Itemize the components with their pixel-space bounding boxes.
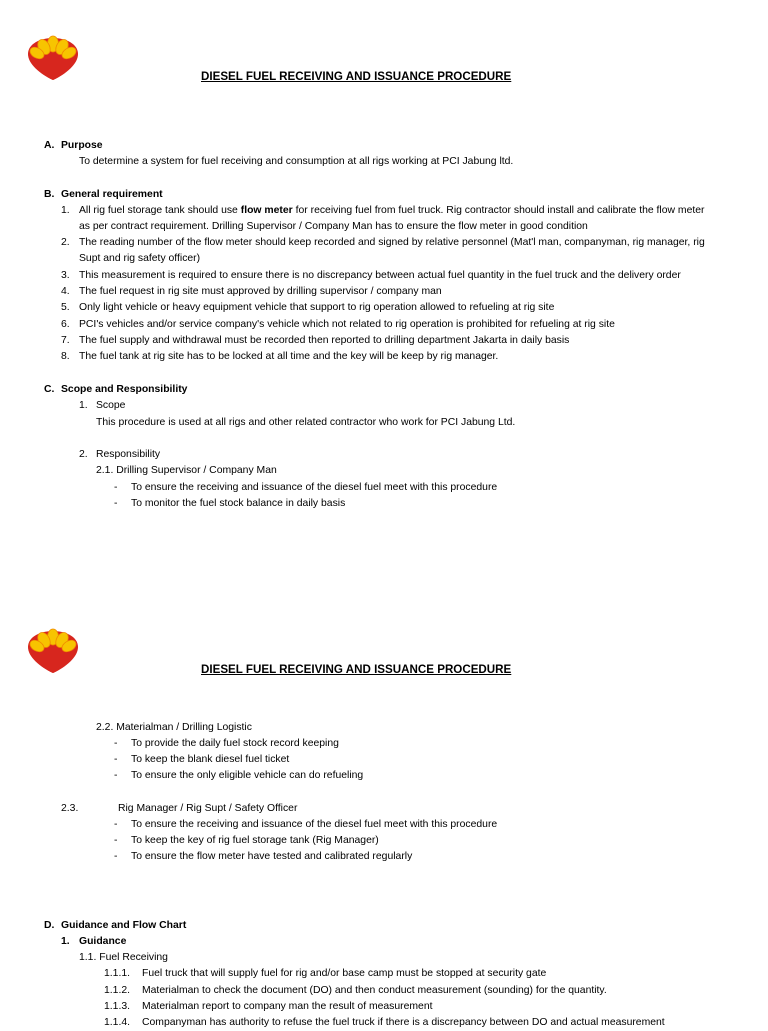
list-item: The fuel tank at rig site has to be locked at all time and the key will be keep by rig manager. [79,351,499,362]
section-c-label: C. [44,384,55,395]
scope-text: This procedure is used at all rigs and other related contractor who work for PCI Jabung Ltd. [96,417,516,428]
step-number: 1.1.1. [104,968,130,979]
list-item [79,203,704,219]
list-item-continuation: Supt and rig safety officer) [79,253,201,264]
list-item: PCI's vehicles and/or service company's vehicle which not related to rig operation is prohibited for refueling at rig site [79,319,615,330]
list-item-text: All rig fuel storage tank should use [79,205,241,216]
list-item-number: 1. [61,205,70,216]
step-text: Fuel truck that will supply fuel for rig and/or base camp must be stopped at security gate [142,968,547,979]
responsibility-number: 2. [79,449,88,460]
subsection-2-1: 2.1. Drilling Supervisor / Company Man [96,465,277,476]
dash-bullet: - [114,819,118,830]
section-a-label: A. [44,140,55,151]
page-title: DIESEL FUEL RECEIVING AND ISSUANCE PROCEDURE [201,663,512,676]
subsection-2-3-label: Rig Manager / Rig Supt / Safety Officer [118,803,298,814]
bullet-item: To ensure the receiving and issuance of the diesel fuel meet with this procedure [131,482,498,493]
list-item-bold-text: flow meter [240,205,293,216]
dash-bullet: - [114,770,118,781]
list-item-text: for receiving fuel from fuel truck. Rig contractor should install and calibrate the flow meter [292,205,705,216]
step-number: 1.1.4. [104,1017,130,1028]
subsection-2-2: 2.2. Materialman / Drilling Logistic [96,722,252,733]
page-title: DIESEL FUEL RECEIVING AND ISSUANCE PROCEDURE [201,70,512,83]
list-item-number: 3. [61,270,70,281]
scope-label: Scope [96,400,126,411]
dash-bullet: - [114,498,118,509]
section-a-text: To determine a system for fuel receiving and consumption at all rigs working at PCI Jabung ltd. [79,156,514,167]
section-a-heading: Purpose [61,140,103,151]
dash-bullet: - [114,738,118,749]
list-item-continuation: as per contract requirement. Drilling Supervisor / Company Man has to ensure the flow meter in good condition [79,221,588,232]
step-number: 1.1.2. [104,985,130,996]
bullet-item: To provide the daily fuel stock record keeping [131,738,339,749]
bullet-item: To keep the key of rig fuel storage tank (Rig Manager) [131,835,379,846]
list-item-number: 2. [61,237,70,248]
company-logo-icon [26,34,80,82]
section-b-heading: General requirement [61,189,163,200]
list-item-number: 8. [61,351,70,362]
scope-number: 1. [79,400,88,411]
step-text: Companyman has authority to refuse the fuel truck if there is a discrepancy between DO and actual measurement [142,1017,665,1028]
subsection-1-1: 1.1. Fuel Receiving [79,952,168,963]
responsibility-label: Responsibility [96,449,161,460]
section-c-heading: Scope and Responsibility [61,384,188,395]
section-d-heading: Guidance and Flow Chart [61,920,187,931]
step-number: 1.1.3. [104,1001,130,1012]
list-item: The fuel supply and withdrawal must be recorded then reported to drilling department Jakarta in daily basis [79,335,570,346]
dash-bullet: - [114,482,118,493]
dash-bullet: - [114,851,118,862]
step-text: Materialman report to company man the result of measurement [142,1001,433,1012]
list-item: Only light vehicle or heavy equipment vehicle that support to rig operation allowed to refueling at rig site [79,302,555,313]
list-item: This measurement is required to ensure there is no discrepancy between actual fuel quantity in the fuel truck and the delivery order [79,270,681,281]
step-text: Materialman to check the document (DO) and then conduct measurement (sounding) for the quantity. [142,985,607,996]
bullet-item: To ensure the only eligible vehicle can do refueling [131,770,364,781]
dash-bullet: - [114,835,118,846]
guidance-label: Guidance [79,936,127,947]
dash-bullet: - [114,754,118,765]
bullet-item: To monitor the fuel stock balance in daily basis [131,498,346,509]
bullet-item: To ensure the flow meter have tested and calibrated regularly [131,851,413,862]
list-item: The fuel request in rig site must approved by drilling supervisor / company man [79,286,442,297]
subsection-2-3-number: 2.3. [61,803,79,814]
company-logo-icon [26,627,80,675]
list-item: The reading number of the flow meter should keep recorded and signed by relative personnel (Mat'l man, companyman, rig manager, rig [79,237,705,248]
bullet-item: To ensure the receiving and issuance of the diesel fuel meet with this procedure [131,819,498,830]
bullet-item: To keep the blank diesel fuel ticket [131,754,290,765]
list-item-number: 4. [61,286,70,297]
section-d-label: D. [44,920,55,931]
list-item-number: 6. [61,319,70,330]
list-item-number: 7. [61,335,70,346]
list-item-number: 5. [61,302,70,313]
guidance-number: 1. [61,936,70,947]
section-b-label: B. [44,189,55,200]
